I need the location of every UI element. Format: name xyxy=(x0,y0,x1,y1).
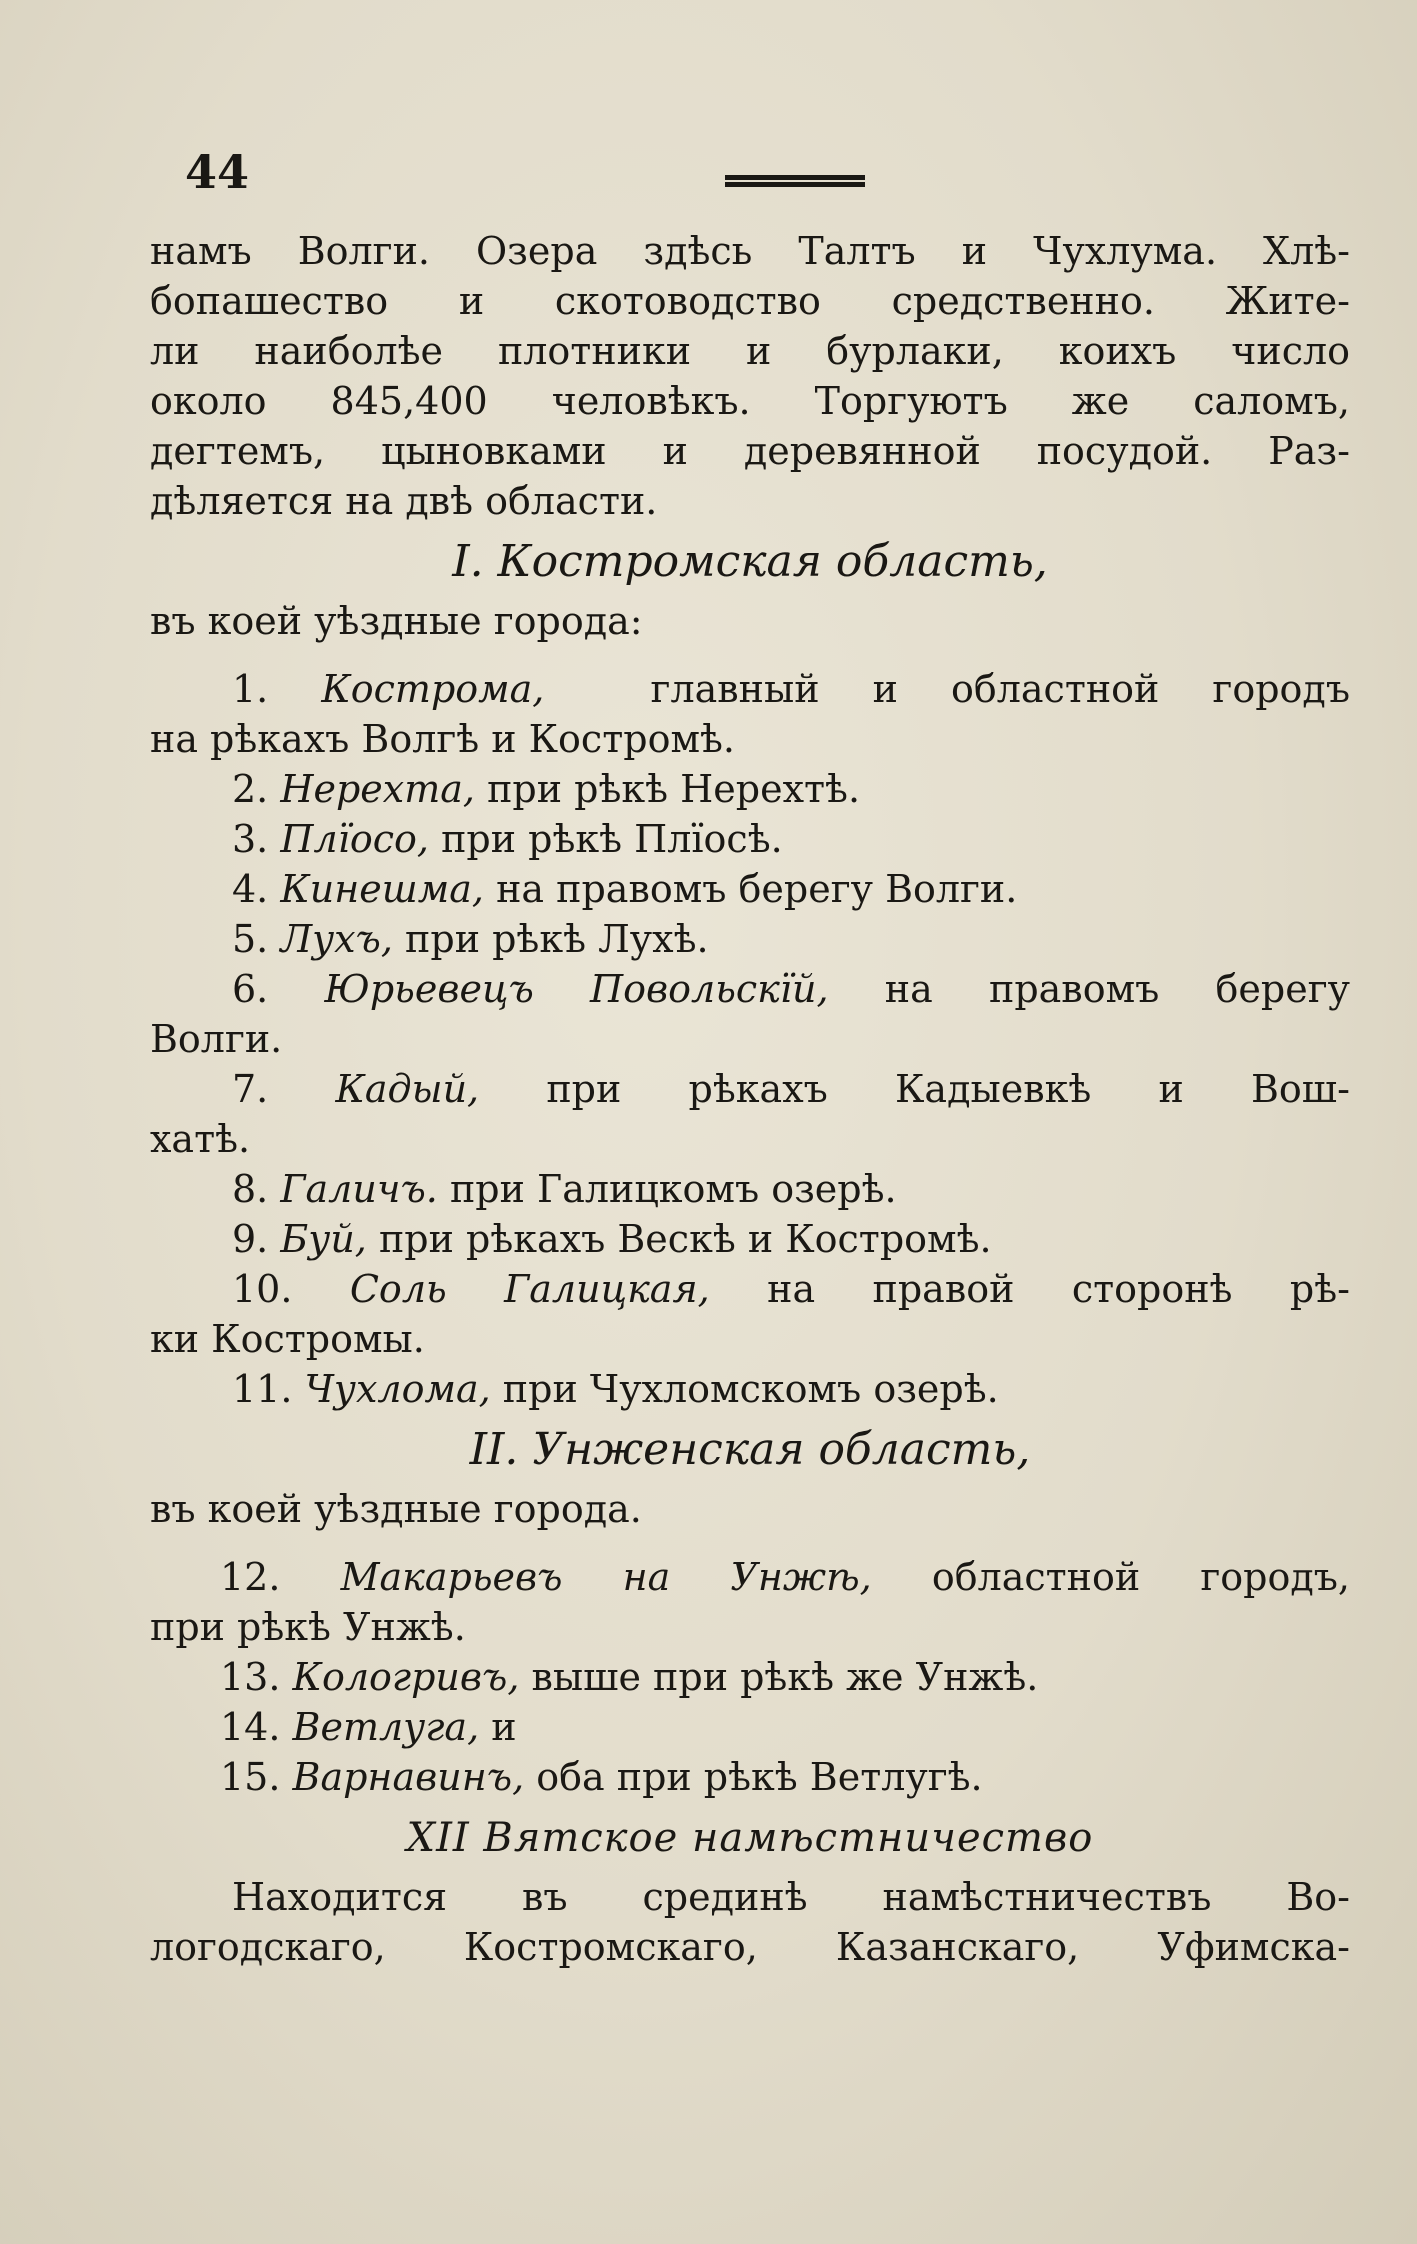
town-name: Галичъ. xyxy=(280,1167,438,1211)
entry-line xyxy=(150,1552,1350,1602)
entry-text: выше при рѣкѣ же Унжѣ. xyxy=(531,1655,1039,1699)
intro-line: дѣляется на двѣ области. xyxy=(150,479,658,523)
town-name: Макарьевъ на Унжѣ, xyxy=(340,1555,872,1599)
entry-text: и xyxy=(491,1705,517,1749)
entry-line xyxy=(150,664,1350,714)
entry-text: главный и областной городъ xyxy=(650,667,1350,711)
entry-number: 9. xyxy=(232,1217,269,1261)
entry-continuation: Волги. xyxy=(150,1017,283,1061)
entry-number: 7. xyxy=(232,1067,269,1111)
header-double-rule xyxy=(725,175,865,187)
entry-line xyxy=(150,1164,1350,1214)
entry-text: при рѣкахъ Вескѣ и Костромѣ. xyxy=(378,1217,992,1261)
town-name: Чухлома, xyxy=(304,1367,491,1411)
entry-number: 4. xyxy=(232,867,269,911)
entry-line xyxy=(150,814,1350,864)
town-name: Плїосо, xyxy=(280,817,429,861)
entry-text: при рѣкѣ Плїосѣ. xyxy=(441,817,783,861)
entry-number: 11. xyxy=(232,1367,293,1411)
town-name: Соль Галицкая, xyxy=(349,1267,710,1311)
town-name: Варнавинъ, xyxy=(292,1755,525,1799)
town-name: Лухъ, xyxy=(280,917,393,961)
entry-number: 14. xyxy=(220,1705,281,1749)
section-heading: II. Унженская область, xyxy=(469,1424,1031,1475)
town-name: Кострома, xyxy=(321,667,545,711)
entry-number: 5. xyxy=(232,917,269,961)
entry-text: на правомъ берегу Волги. xyxy=(496,867,1018,911)
entry-continuation: хатѣ. xyxy=(150,1117,251,1161)
entry-continuation: при рѣкѣ Унжѣ. xyxy=(150,1605,466,1649)
page-number: 44 xyxy=(185,145,250,199)
intro-line: намъ Волги. Озера здѣсь Талтъ и Чухлума. Хлѣ- xyxy=(150,229,1350,273)
entry-number: 10. xyxy=(232,1267,293,1311)
body-line: Находится въ срединѣ намѣстничествъ Во- xyxy=(232,1875,1350,1919)
body-line: логодскаго, Костромскаго, Казанскаго, Уфимска- xyxy=(150,1925,1350,1969)
entry-text: при Чухломскомъ озерѣ. xyxy=(502,1367,999,1411)
intro-line: дегтемъ, цыновками и деревянной посудой. Раз- xyxy=(150,429,1350,473)
entry-line xyxy=(150,914,1350,964)
entry-number: 1. xyxy=(232,667,269,711)
entry-number: 8. xyxy=(232,1167,269,1211)
entry-line xyxy=(150,964,1350,1014)
town-name: Нерехта, xyxy=(280,767,475,811)
entry-number: 15. xyxy=(220,1755,281,1799)
town-name: Буй, xyxy=(280,1217,367,1261)
entry-line xyxy=(150,864,1350,914)
town-name: Кадый, xyxy=(335,1067,480,1111)
entry-number: 3. xyxy=(232,817,269,861)
section-heading: I. Костромская область, xyxy=(452,536,1048,587)
entry-text: при Галицкомъ озерѣ. xyxy=(449,1167,897,1211)
entry-text: на правой сторонѣ рѣ- xyxy=(767,1267,1350,1311)
page-text xyxy=(150,226,1350,1972)
entry-text: при рѣкахъ Кадыевкѣ и Вош- xyxy=(546,1067,1350,1111)
entry-line xyxy=(150,1064,1350,1114)
entry-text: при рѣкѣ Нерехтѣ. xyxy=(487,767,861,811)
page-header xyxy=(185,145,1365,205)
town-name: Юрьевецъ Повольскїй, xyxy=(324,967,829,1011)
intro-line: ли наиболѣе плотники и бурлаки, коихъ число xyxy=(150,329,1350,373)
chapter-heading: XII Вятское намѣстничество xyxy=(406,1815,1094,1861)
entry-line xyxy=(150,1652,1350,1702)
entry-continuation: на рѣкахъ Волгѣ и Костромѣ. xyxy=(150,717,735,761)
intro-line: бопашество и скотоводство средственно. Жите- xyxy=(150,279,1350,323)
entry-line xyxy=(150,1214,1350,1264)
section-subheading: въ коей уѣздные города: xyxy=(150,599,643,643)
section-subheading: въ коей уѣздные города. xyxy=(150,1487,642,1531)
entry-line xyxy=(150,1702,1350,1752)
entry-line xyxy=(150,764,1350,814)
entry-text: на правомъ берегу xyxy=(884,967,1350,1011)
entry-continuation: ки Костромы. xyxy=(150,1317,425,1361)
entry-text: оба при рѣкѣ Ветлугѣ. xyxy=(536,1755,983,1799)
entry-number: 13. xyxy=(220,1655,281,1699)
entry-line xyxy=(150,1264,1350,1314)
entry-line xyxy=(150,1752,1350,1802)
entry-number: 12. xyxy=(220,1555,281,1599)
entry-text: при рѣкѣ Лухѣ. xyxy=(405,917,709,961)
town-name: Ветлуга, xyxy=(292,1705,480,1749)
entry-number: 2. xyxy=(232,767,269,811)
town-name: Кологривъ, xyxy=(292,1655,520,1699)
town-name: Кинешма, xyxy=(280,867,484,911)
entry-number: 6. xyxy=(232,967,269,1011)
entry-line xyxy=(150,1364,1350,1414)
intro-line: около 845,400 человѣкъ. Торгуютъ же саломъ, xyxy=(150,379,1350,423)
entry-text: областной городъ, xyxy=(931,1555,1350,1599)
